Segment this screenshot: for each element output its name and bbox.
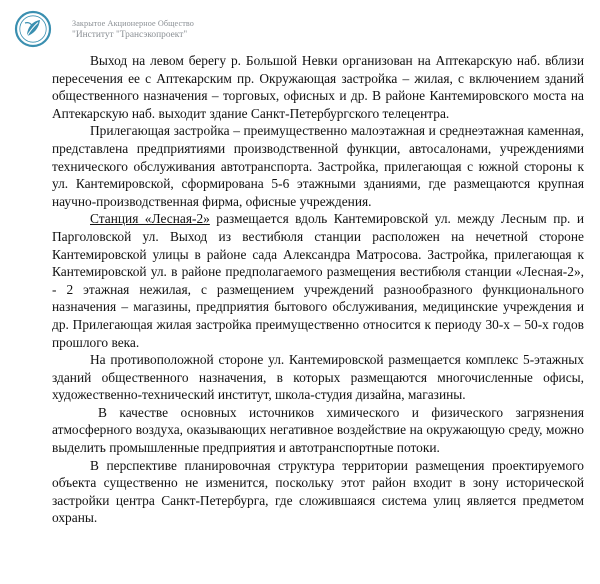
document-body bbox=[52, 52, 584, 527]
paragraph-6 bbox=[52, 457, 584, 527]
paragraph-2 bbox=[52, 122, 584, 210]
paragraph-3-text: размещается вдоль Кантемировской ул. между Лесным пр. и Парголовской ул. Выход из вестибюля станции расположен на нечетной стороне Кантемировской улицы в районе сада Александра Матросова. Застройка, прилегающая к Кантемировской ул. в районе предполагаемого размещения вестибюля станции «Лесная-2», - 2 этажная нежилая, с размещением учреждений разнообразного функционального назначения – магазины, предприятия бытового обслуживания, медицинские учреждения и др. Прилегающая жилая застройка преимущественно относится к периоду 30-х – 50-х годов прошлого века. bbox=[52, 211, 585, 350]
leaf-circle-logo-icon bbox=[14, 10, 52, 48]
paragraph-6-text: В перспективе планировочная структура территории размещения проектируемого объекта существенно не изменится, поскольку этот район входит в зону исторической застройки центра Санкт-Петербурга, где сложившаяся система улиц является предметом охраны. bbox=[52, 457, 584, 526]
paragraph-1-text: Выход на левом берегу р. Большой Невки организован на Аптекарскую наб. вблизи пересечения ее с Аптекарским пр. Окружающая застройка – жилая, с включением зданий общественного назначения – торговых, офисных и др. В районе Кантемировского моста на Аптекарскую наб. выходит здание Санкт-Петербургского телецентра. bbox=[52, 53, 584, 121]
paragraph-5-text: В качестве основных источников химического и физического загрязнения атмосферного воздуха, оказывающих негативное воздействие на окружающую среду, можно выделить промышленные предприятия и автотранспортные потоки. bbox=[52, 404, 584, 456]
station-lesnaya-2-label: Станция «Лесная-2» bbox=[90, 211, 210, 227]
paragraph-2-text: Прилегающая застройка – преимущественно малоэтажная и среднеэтажная каменная, представлена предприятиями производственной функции, автосалонами, учреждениями технического обслуживания автотранспорта. Застройка, прилегающая с южной стороны к ул. Кантемировской, сформирована 5-6 этажными зданиями, где размещаются крупная научно-производственная фирма, офисные учреждения. bbox=[52, 123, 584, 209]
organization-type: Закрытое Акционерное Общество bbox=[72, 19, 195, 28]
organization-name: "Институт "Трансэкопроект" bbox=[72, 30, 188, 40]
document-header bbox=[14, 10, 314, 50]
paragraph-4 bbox=[52, 351, 584, 404]
paragraph-5 bbox=[52, 404, 584, 457]
paragraph-1 bbox=[52, 52, 584, 122]
paragraph-3 bbox=[52, 210, 584, 351]
paragraph-4-text: На противоположной стороне ул. Кантемировской размещается комплекс 5-этажных зданий общественного назначения, в которых размещаются многочисленные офисы, художественно-технический институт, школа-студия дизайна, магазины. bbox=[52, 352, 584, 403]
